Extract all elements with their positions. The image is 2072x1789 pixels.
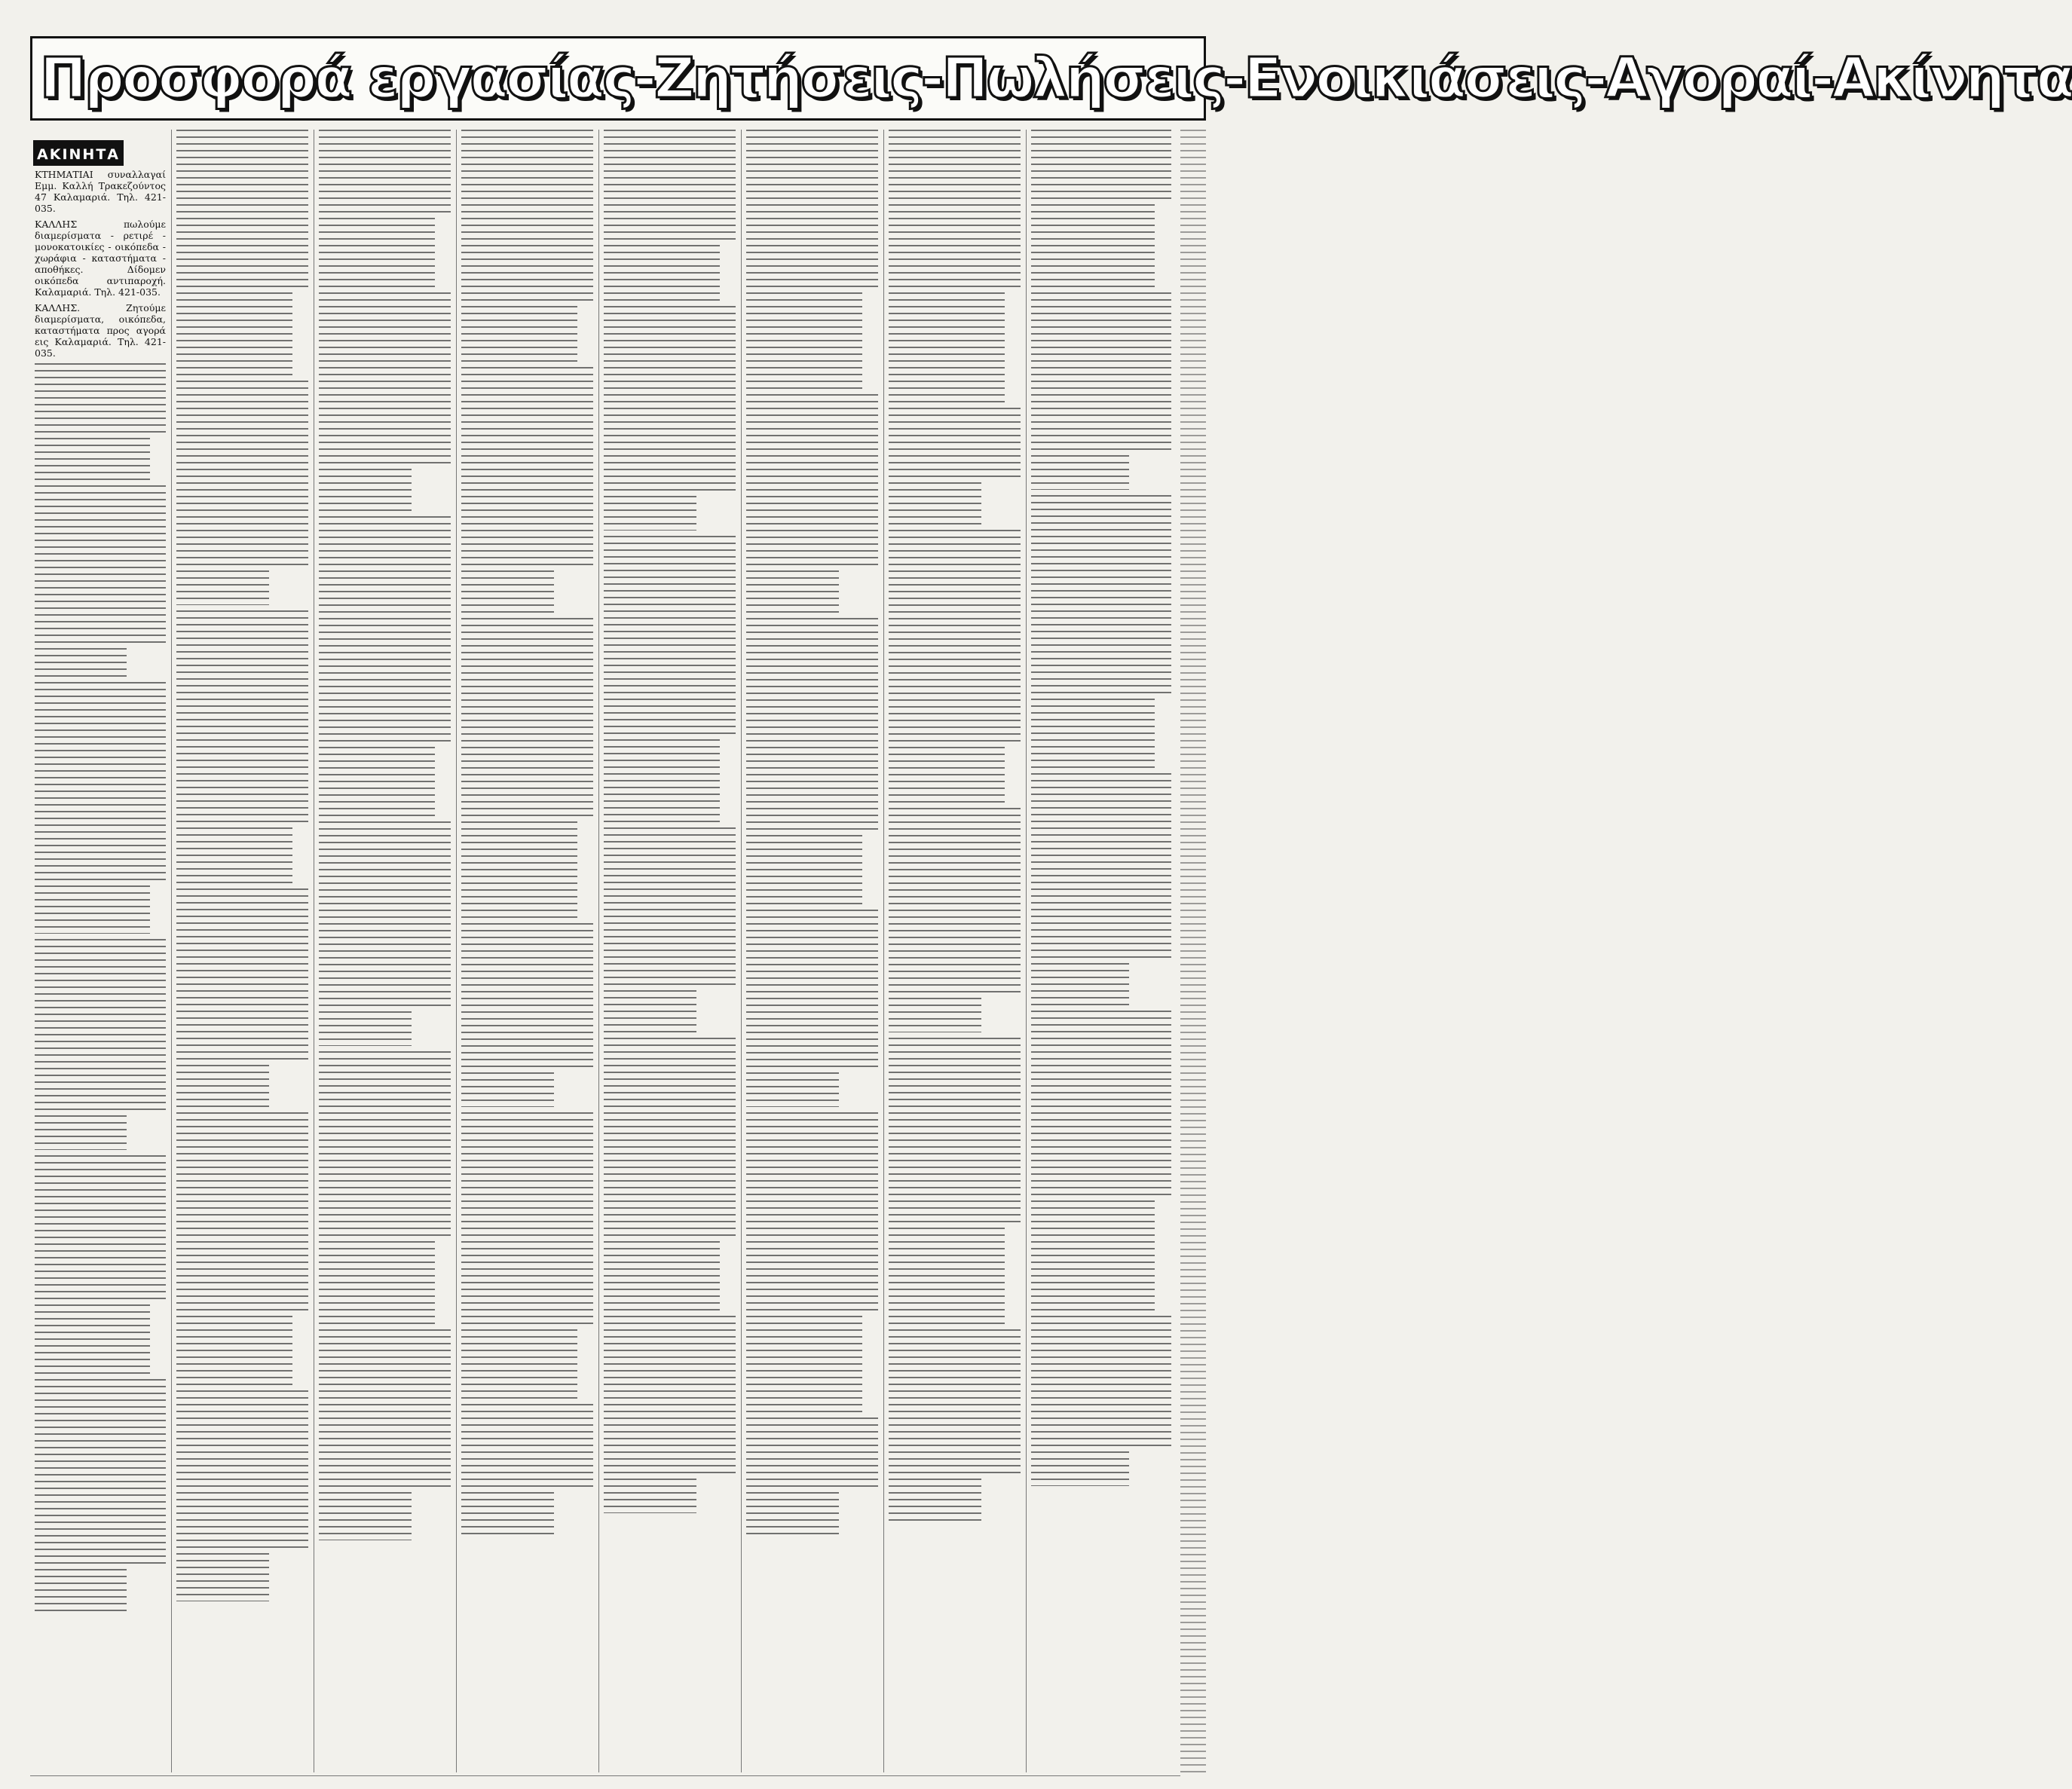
text-block	[746, 455, 878, 565]
text-block	[1031, 1112, 1171, 1195]
text-block	[604, 1417, 736, 1473]
text-block	[604, 394, 736, 491]
column-1	[30, 130, 170, 1772]
text-block	[889, 998, 981, 1032]
text-block	[1031, 1390, 1171, 1446]
text-block	[176, 570, 269, 605]
bottom-divider	[30, 1775, 1180, 1776]
text-block	[889, 292, 1005, 402]
text-block	[1031, 1316, 1171, 1385]
text-block	[35, 1155, 166, 1238]
text-block	[35, 485, 166, 582]
text-block	[1031, 130, 1171, 199]
text-block	[604, 536, 736, 605]
text-block	[35, 770, 166, 880]
text-block	[319, 218, 435, 287]
text-block	[889, 1038, 1021, 1148]
ad-item: ΚΑΛΛΗΣ. Ζητούμε διαμερίσματα, οικόπεδα, καταστήματα προς αγορά εις Καλαμαριά. Τηλ. 421-035.	[35, 302, 166, 359]
text-block	[176, 739, 308, 822]
text-block	[35, 438, 150, 480]
text-block	[1031, 963, 1129, 1005]
text-block	[746, 1492, 839, 1534]
text-block	[604, 1316, 736, 1412]
text-block	[604, 1153, 736, 1236]
column-6	[742, 130, 883, 1772]
text-block	[35, 1014, 166, 1110]
text-block	[319, 1431, 451, 1487]
text-block	[176, 1316, 292, 1385]
text-block	[746, 1228, 878, 1310]
column-3	[314, 130, 455, 1772]
text-block	[889, 408, 1021, 477]
text-block	[35, 1569, 127, 1611]
ad-item: ΚΑΛΛΗΣ πωλούμε διαμερίσματα - ρετιρέ - μονοκατοικίες - οικόπεδα - χωράφια - καταστήματα - αποθήκες. Δίδομεν οικόπεδα αντιπαροχή. Καλαμαριά. Τηλ. 421-035.	[35, 219, 166, 298]
text-block	[319, 292, 451, 402]
text-block	[746, 706, 878, 830]
text-block	[746, 1112, 878, 1222]
text-block	[461, 306, 577, 362]
text-block	[319, 1492, 412, 1540]
text-block	[176, 1228, 308, 1310]
text-block	[461, 923, 593, 1006]
text-block	[889, 231, 1021, 287]
text-block	[746, 1011, 878, 1067]
text-block	[461, 1072, 554, 1107]
text-block	[1031, 1451, 1129, 1486]
text-block	[176, 1492, 308, 1548]
adjacent-page-edge	[1180, 130, 1206, 1772]
text-block	[746, 1417, 878, 1487]
text-block	[746, 835, 862, 904]
text-block	[176, 888, 308, 985]
text-block	[35, 363, 166, 433]
text-block	[176, 1553, 269, 1601]
text-block	[319, 1051, 451, 1161]
text-block	[35, 885, 150, 934]
text-block	[176, 990, 308, 1060]
text-block	[746, 292, 862, 389]
text-block	[889, 1153, 1021, 1222]
text-block	[1031, 610, 1171, 693]
text-block	[1031, 495, 1171, 605]
text-block	[1031, 394, 1171, 450]
text-block	[35, 682, 166, 765]
text-block	[746, 218, 878, 287]
text-block	[889, 130, 1021, 226]
text-block	[889, 1329, 1021, 1385]
text-block	[35, 1379, 166, 1476]
text-block	[176, 381, 308, 491]
text-block	[319, 130, 451, 213]
text-block	[176, 496, 308, 565]
text-block	[461, 367, 593, 477]
classifieds-banner	[30, 36, 2072, 121]
text-block	[746, 1316, 862, 1412]
text-block	[319, 1241, 435, 1324]
text-block	[319, 1011, 412, 1046]
text-block	[319, 1329, 451, 1426]
text-block	[176, 231, 308, 287]
text-block	[889, 808, 1021, 904]
section-label: ΑΚΙΝΗΤΑ	[33, 140, 124, 166]
text-block	[35, 587, 166, 643]
text-block	[176, 1112, 308, 1222]
text-block	[604, 1241, 720, 1310]
column-2	[172, 130, 313, 1772]
text-block	[176, 827, 292, 883]
text-block	[1031, 902, 1171, 958]
text-block	[1031, 292, 1171, 389]
text-block	[1031, 699, 1155, 768]
column-8	[1027, 130, 1176, 1772]
text-block	[461, 1404, 593, 1487]
text-block	[319, 910, 451, 1006]
text-block	[319, 1167, 451, 1236]
text-block	[604, 610, 736, 734]
text-block	[746, 618, 878, 701]
text-block	[1031, 1011, 1171, 1107]
text-block	[461, 204, 593, 301]
column-5	[599, 130, 740, 1772]
text-block	[1031, 1200, 1155, 1310]
text-block	[461, 1011, 593, 1067]
text-block	[604, 245, 720, 301]
text-block	[176, 292, 292, 375]
banner-title: Προσφορά εργασίας-Ζητήσεις-Πωλήσεις-Ενοικιάσεις-Αγοραί-Ακίνητα	[40, 46, 2072, 111]
text-block	[1031, 204, 1155, 287]
text-block	[746, 130, 878, 213]
text-block	[35, 1304, 150, 1374]
text-block	[461, 618, 593, 742]
text-block	[746, 910, 878, 1006]
text-block	[35, 939, 166, 1008]
text-block	[461, 1492, 554, 1534]
text-block	[889, 747, 1005, 803]
text-block	[461, 821, 577, 918]
text-block	[746, 394, 878, 450]
text-block	[319, 618, 451, 742]
text-block	[604, 130, 736, 240]
text-block	[604, 888, 736, 985]
text-block	[889, 1228, 1005, 1324]
column-7	[884, 130, 1025, 1772]
text-block	[176, 130, 308, 226]
text-block	[35, 1243, 166, 1299]
text-block	[889, 910, 1021, 992]
text-block	[461, 130, 593, 199]
column-4	[457, 130, 598, 1772]
text-block	[176, 1390, 308, 1487]
text-block	[604, 306, 736, 389]
ad-item: ΚΤΗΜΑΤΙΑΙ συναλλαγαί Εμμ. Καλλή Τρακεζούντος 47 Καλαμαριά. Τηλ. 421-035.	[35, 169, 166, 214]
text-block	[746, 570, 839, 613]
text-block	[461, 747, 593, 816]
text-block	[461, 570, 554, 613]
text-block	[604, 496, 696, 531]
text-block	[604, 827, 736, 883]
text-block	[1031, 455, 1129, 490]
text-block	[35, 1115, 127, 1150]
text-block	[176, 1065, 269, 1107]
text-block	[319, 747, 435, 816]
text-block	[746, 1072, 839, 1107]
text-block	[176, 610, 308, 734]
text-block	[604, 739, 720, 822]
text-block	[1031, 773, 1171, 897]
text-block	[889, 482, 981, 524]
text-block	[319, 516, 451, 613]
text-block	[35, 648, 127, 677]
text-block	[604, 1479, 696, 1513]
text-block	[604, 1038, 736, 1148]
text-block	[461, 482, 593, 565]
text-block	[889, 1390, 1021, 1473]
text-block	[461, 1228, 593, 1324]
text-block	[461, 1112, 593, 1222]
text-block	[319, 469, 412, 511]
text-block	[461, 1329, 577, 1399]
text-block	[889, 1479, 981, 1521]
text-block	[319, 408, 451, 463]
text-block	[889, 618, 1021, 742]
text-block	[889, 530, 1021, 613]
text-block	[35, 1481, 166, 1564]
text-block	[604, 990, 696, 1032]
text-block	[319, 821, 451, 904]
